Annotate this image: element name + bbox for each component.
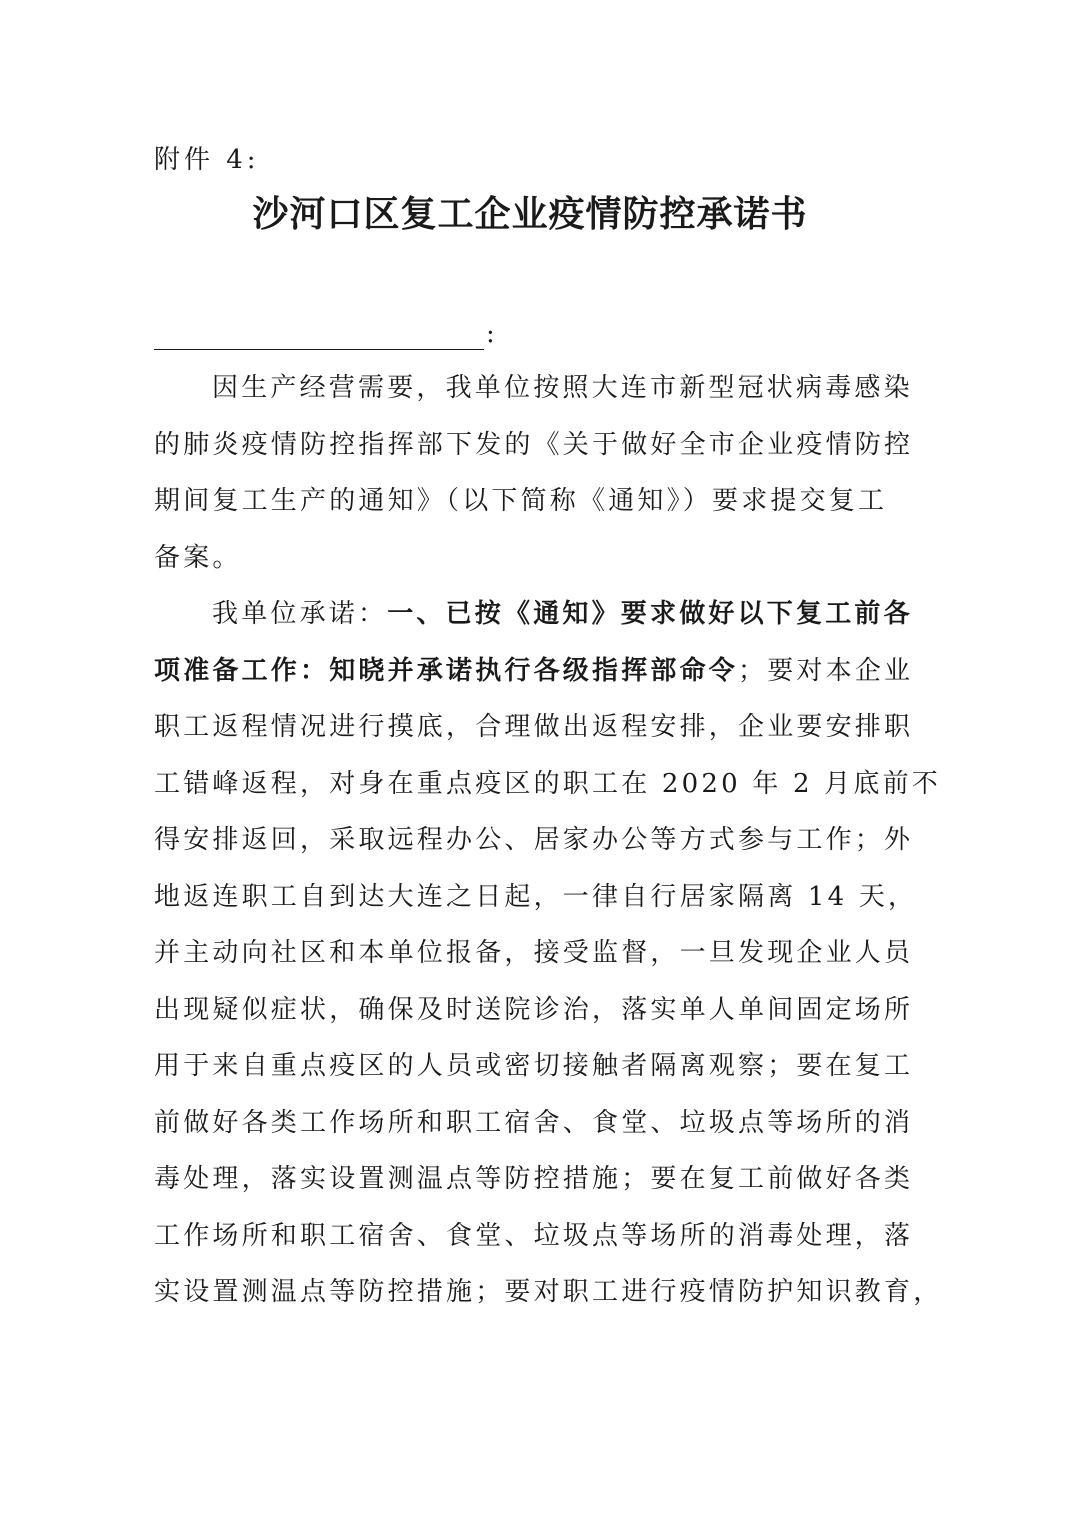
paragraph2-line: 并主动向社区和本单位报备，接受监督，一旦发现企业人员 (154, 938, 914, 968)
paragraph2-line (154, 586, 912, 643)
paragraph2-line: 用于来自重点疫区的人员或密切接触者隔离观察；要在复工 (154, 1051, 914, 1081)
addressee-line (154, 310, 495, 350)
commitment-lead: 我单位承诺： (212, 599, 388, 629)
paragraph2-line: 前做好各类工作场所和职工宿舍、食堂、垃圾点等场所的消 (154, 1107, 914, 1138)
paragraph2-line: 工作场所和职工宿舍、食堂、垃圾点等场所的消毒处理，落 (154, 1220, 914, 1251)
document-title: 沙河口区复工企业疫情防控承诺书 (252, 194, 808, 235)
paragraph2-line: 出现疑似症状，确保及时送院诊治，落实单人单间固定场所 (154, 994, 914, 1025)
paragraph1-line: 的肺炎疫情防控指挥部下发的《关于做好全市企业疫情防控 (154, 429, 914, 460)
paragraph2-line: 毒处理，落实设置测温点等防控措施；要在复工前做好各类 (154, 1164, 914, 1194)
paragraph1-line: 因生产经营需要，我单位按照大连市新型冠状病毒感染 (212, 373, 913, 403)
addressee-blank (154, 317, 484, 350)
body-text (154, 360, 943, 1321)
commitment-heading: 一、已按《通知》要求做好以下复工前各 (387, 599, 913, 629)
paragraph1-line: 备案。 (154, 542, 242, 573)
commitment-heading-cont: 项准备工作：知晓并承诺执行各级指挥部命令 (154, 655, 739, 686)
paragraph2-line (154, 643, 912, 700)
paragraph2-line: 实设置测温点等防控措施；要对职工进行疫情防护知识教育， (154, 1277, 943, 1307)
paragraph2-line: 得安排返回，采取远程办公、居家办公等方式参与工作；外 (154, 825, 914, 855)
commitment-text: ；要对本企业 (738, 655, 914, 686)
paragraph2-line: 地返连职工自到达大连之日起，一律自行居家隔离 14 天， (154, 881, 918, 912)
paragraph1-line: 期间复工生产的通知》（以下简称《通知》）要求提交复工 (154, 486, 888, 516)
addressee-colon: : (486, 319, 495, 349)
attachment-label: 附件 4: (154, 145, 260, 175)
paragraph2-line: 职工返程情况进行摸底，合理做出返程安排，企业要安排职 (154, 712, 914, 742)
paragraph2-line: 工错峰返程，对身在重点疫区的职工在 2020 年 2 月底前不 (154, 768, 941, 799)
